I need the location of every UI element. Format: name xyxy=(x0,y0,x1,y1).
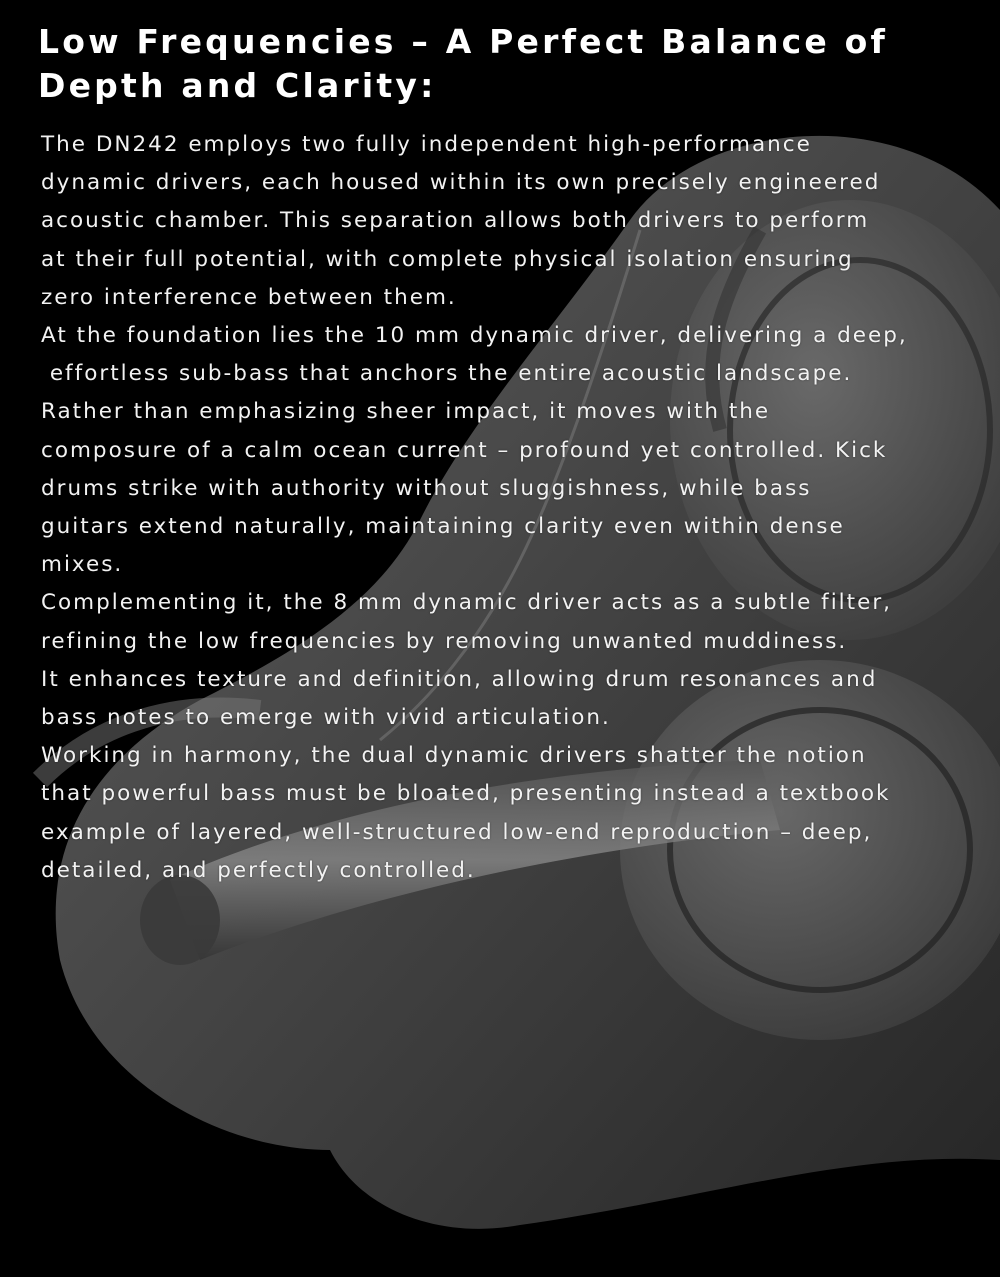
description-line: bass notes to emerge with vivid articulation. xyxy=(41,705,611,731)
description-line: that powerful bass must be bloated, presenting instead a textbook xyxy=(41,781,891,807)
title-line: Low Frequencies – A Perfect Balance of xyxy=(38,22,889,61)
description-line: It enhances texture and definition, allowing drum resonances and xyxy=(41,666,878,692)
description-text xyxy=(41,126,908,890)
description-line: mixes. xyxy=(41,552,124,578)
description-line: example of layered, well-structured low-end reproduction – deep, xyxy=(41,819,873,845)
description-line: At the foundation lies the 10 mm dynamic driver, delivering a deep, xyxy=(41,323,908,349)
description-line: at their full potential, with complete physical isolation ensuring xyxy=(41,246,854,272)
description-line: composure of a calm ocean current – profound yet controlled. Kick xyxy=(41,437,888,463)
description-line: zero interference between them. xyxy=(41,284,457,310)
title-line: Depth and Clarity: xyxy=(38,66,437,105)
description-line: dynamic drivers, each housed within its own precisely engineered xyxy=(41,170,881,196)
page-title xyxy=(38,20,888,108)
description-line: Rather than emphasizing sheer impact, it moves with the xyxy=(41,399,771,425)
description-line: The DN242 employs two fully independent high-performance xyxy=(41,132,812,157)
description-line: Complementing it, the 8 mm dynamic driver acts as a subtle filter, xyxy=(41,590,892,616)
description-line: detailed, and perfectly controlled. xyxy=(41,857,476,883)
description-line: refining the low frequencies by removing unwanted muddiness. xyxy=(41,628,848,654)
description-line: guitars extend naturally, maintaining clarity even within dense xyxy=(41,514,845,540)
description-line: effortless sub-bass that anchors the entire acoustic landscape. xyxy=(41,361,853,387)
description-line: drums strike with authority without sluggishness, while bass xyxy=(41,475,812,501)
description-line: Working in harmony, the dual dynamic drivers shatter the notion xyxy=(41,743,867,769)
description-line: acoustic chamber. This separation allows both drivers to perform xyxy=(41,208,870,234)
